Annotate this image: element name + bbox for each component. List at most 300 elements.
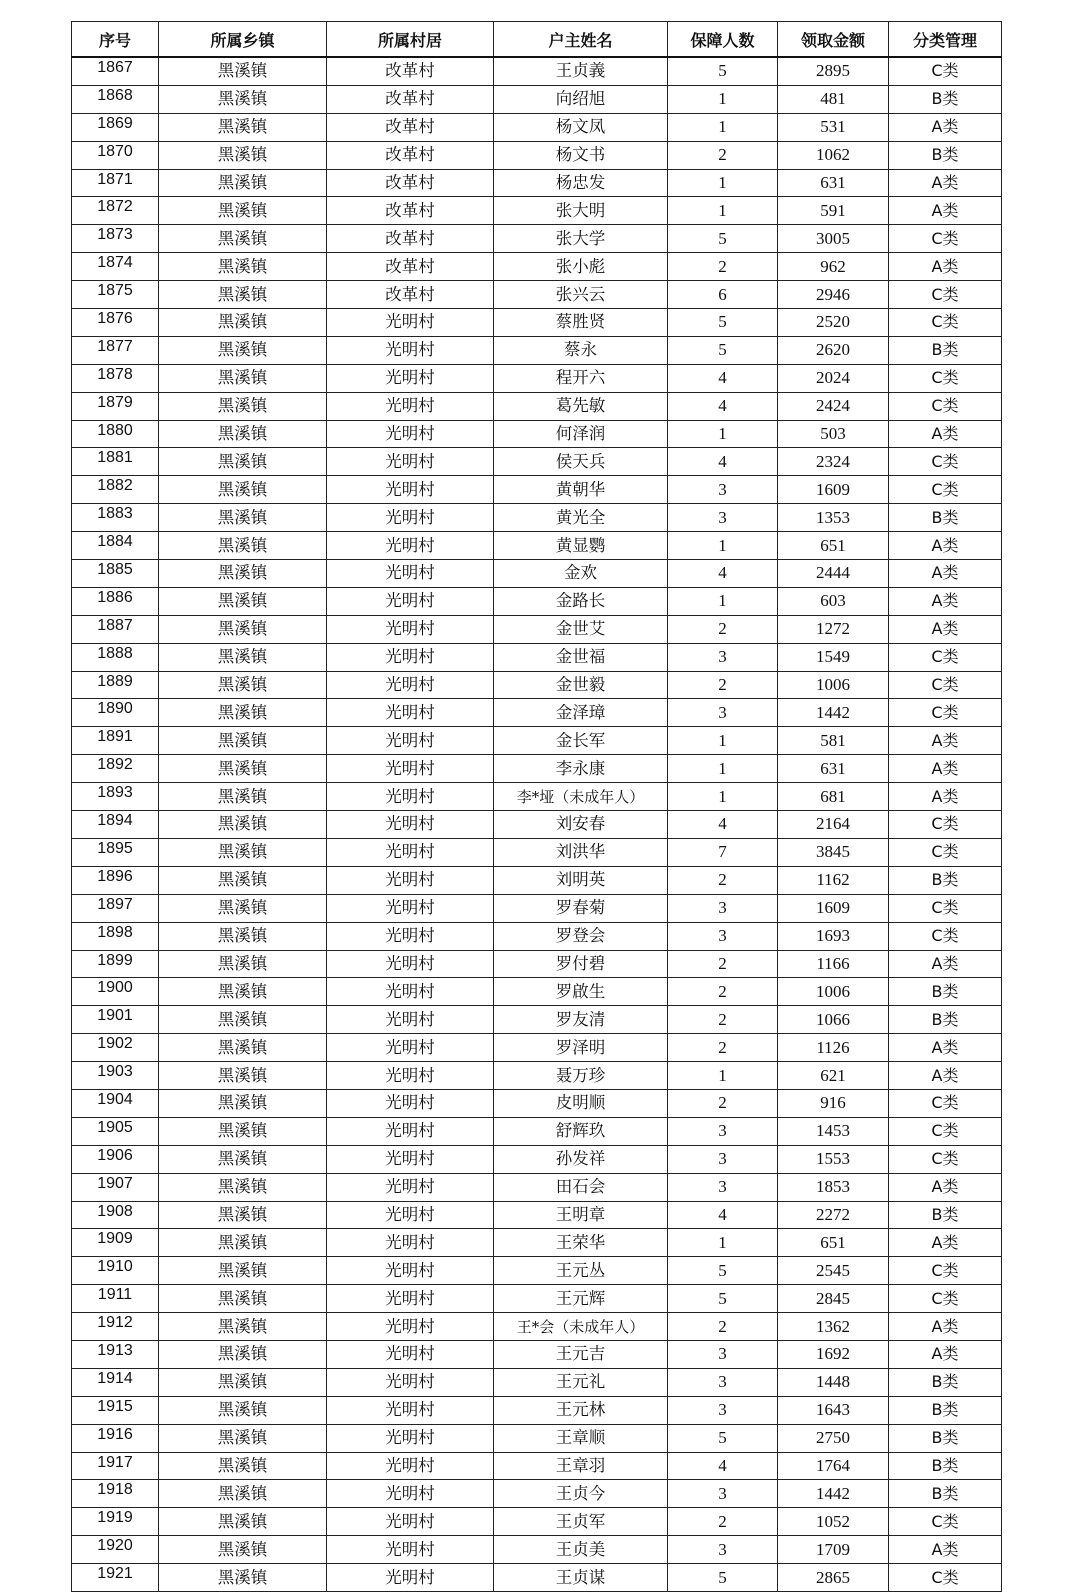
- cell-covered-persons: 1: [668, 1229, 778, 1257]
- table-row: [72, 950, 1002, 978]
- table-row: [72, 476, 1002, 504]
- cell-householder-name: 王贞義: [494, 57, 668, 85]
- cell-amount-received: 1448: [778, 1368, 889, 1396]
- cell-covered-persons: 2: [668, 1034, 778, 1062]
- cell-serial-number: 1906: [72, 1145, 159, 1173]
- table-row: [72, 866, 1002, 894]
- cell-township: 黑溪镇: [159, 1452, 327, 1480]
- cell-serial-number: 1905: [72, 1117, 159, 1145]
- cell-village: 光明村: [327, 1062, 494, 1090]
- cell-village: 光明村: [327, 560, 494, 588]
- table-row: [72, 838, 1002, 866]
- cell-serial-number: 1918: [72, 1480, 159, 1508]
- cell-village: 光明村: [327, 392, 494, 420]
- cell-covered-persons: 3: [668, 894, 778, 922]
- cell-category: C类: [889, 922, 1002, 950]
- cell-township: 黑溪镇: [159, 57, 327, 85]
- cell-category: B类: [889, 1452, 1002, 1480]
- table-row: [72, 783, 1002, 811]
- table-row: [72, 894, 1002, 922]
- cell-serial-number: 1914: [72, 1368, 159, 1396]
- cell-category: C类: [889, 671, 1002, 699]
- cell-village: 光明村: [327, 1564, 494, 1592]
- cell-covered-persons: 4: [668, 364, 778, 392]
- cell-category: A类: [889, 587, 1002, 615]
- table-row: [72, 85, 1002, 113]
- cell-covered-persons: 5: [668, 1564, 778, 1592]
- cell-householder-name: 王荣华: [494, 1229, 668, 1257]
- cell-householder-name: 皮明顺: [494, 1089, 668, 1117]
- cell-covered-persons: 3: [668, 1480, 778, 1508]
- cell-serial-number: 1904: [72, 1089, 159, 1117]
- cell-category: A类: [889, 113, 1002, 141]
- table-row: [72, 281, 1002, 309]
- table-row: [72, 197, 1002, 225]
- cell-township: 黑溪镇: [159, 504, 327, 532]
- cell-amount-received: 591: [778, 197, 889, 225]
- cell-amount-received: 1442: [778, 699, 889, 727]
- cell-covered-persons: 3: [668, 922, 778, 950]
- cell-village: 改革村: [327, 225, 494, 253]
- cell-covered-persons: 2: [668, 141, 778, 169]
- cell-serial-number: 1876: [72, 309, 159, 337]
- cell-category: A类: [889, 1340, 1002, 1368]
- cell-township: 黑溪镇: [159, 1145, 327, 1173]
- cell-village: 改革村: [327, 253, 494, 281]
- cell-serial-number: 1882: [72, 476, 159, 504]
- cell-amount-received: 1162: [778, 866, 889, 894]
- cell-covered-persons: 2: [668, 866, 778, 894]
- cell-covered-persons: 2: [668, 253, 778, 281]
- cell-covered-persons: 1: [668, 169, 778, 197]
- cell-amount-received: 481: [778, 85, 889, 113]
- cell-amount-received: 2324: [778, 448, 889, 476]
- cell-category: C类: [889, 1285, 1002, 1313]
- table-row: [72, 1089, 1002, 1117]
- table-row: [72, 1480, 1002, 1508]
- cell-covered-persons: 4: [668, 1452, 778, 1480]
- cell-serial-number: 1907: [72, 1173, 159, 1201]
- cell-category: B类: [889, 1424, 1002, 1452]
- cell-serial-number: 1869: [72, 113, 159, 141]
- cell-covered-persons: 5: [668, 1285, 778, 1313]
- cell-township: 黑溪镇: [159, 699, 327, 727]
- cell-amount-received: 2620: [778, 336, 889, 364]
- cell-township: 黑溪镇: [159, 1340, 327, 1368]
- cell-category: A类: [889, 755, 1002, 783]
- cell-township: 黑溪镇: [159, 1173, 327, 1201]
- table-row: [72, 1201, 1002, 1229]
- cell-category: A类: [889, 1536, 1002, 1564]
- cell-serial-number: 1887: [72, 615, 159, 643]
- cell-amount-received: 2164: [778, 811, 889, 839]
- cell-category: C类: [889, 448, 1002, 476]
- header-village: 所属村居: [327, 22, 494, 58]
- cell-serial-number: 1898: [72, 922, 159, 950]
- cell-householder-name: 王贞谋: [494, 1564, 668, 1592]
- table-row: [72, 448, 1002, 476]
- cell-village: 光明村: [327, 1089, 494, 1117]
- cell-householder-name: 杨忠发: [494, 169, 668, 197]
- cell-village: 光明村: [327, 1006, 494, 1034]
- cell-village: 光明村: [327, 615, 494, 643]
- cell-category: B类: [889, 1006, 1002, 1034]
- table-row: [72, 392, 1002, 420]
- cell-village: 光明村: [327, 978, 494, 1006]
- cell-township: 黑溪镇: [159, 253, 327, 281]
- cell-covered-persons: 1: [668, 783, 778, 811]
- cell-householder-name: 王元林: [494, 1396, 668, 1424]
- cell-amount-received: 2520: [778, 309, 889, 337]
- cell-category: C类: [889, 281, 1002, 309]
- cell-amount-received: 1052: [778, 1508, 889, 1536]
- cell-serial-number: 1897: [72, 894, 159, 922]
- cell-serial-number: 1908: [72, 1201, 159, 1229]
- cell-village: 光明村: [327, 587, 494, 615]
- cell-category: C类: [889, 838, 1002, 866]
- cell-village: 光明村: [327, 1340, 494, 1368]
- cell-householder-name: 王元辉: [494, 1285, 668, 1313]
- cell-township: 黑溪镇: [159, 671, 327, 699]
- cell-township: 黑溪镇: [159, 1564, 327, 1592]
- cell-village: 光明村: [327, 448, 494, 476]
- cell-amount-received: 581: [778, 727, 889, 755]
- cell-township: 黑溪镇: [159, 755, 327, 783]
- cell-category: B类: [889, 141, 1002, 169]
- header-serial-number: 序号: [72, 22, 159, 58]
- cell-covered-persons: 1: [668, 197, 778, 225]
- cell-category: C类: [889, 57, 1002, 85]
- cell-covered-persons: 3: [668, 643, 778, 671]
- cell-township: 黑溪镇: [159, 894, 327, 922]
- cell-serial-number: 1867: [72, 57, 159, 85]
- cell-householder-name: 金欢: [494, 560, 668, 588]
- cell-serial-number: 1915: [72, 1396, 159, 1424]
- table-row: [72, 1034, 1002, 1062]
- table-row: [72, 978, 1002, 1006]
- cell-amount-received: 1693: [778, 922, 889, 950]
- cell-amount-received: 1553: [778, 1145, 889, 1173]
- cell-amount-received: 2750: [778, 1424, 889, 1452]
- table-row: [72, 643, 1002, 671]
- cell-village: 光明村: [327, 950, 494, 978]
- cell-township: 黑溪镇: [159, 364, 327, 392]
- cell-village: 改革村: [327, 85, 494, 113]
- cell-category: B类: [889, 1396, 1002, 1424]
- cell-amount-received: 962: [778, 253, 889, 281]
- cell-village: 改革村: [327, 197, 494, 225]
- cell-township: 黑溪镇: [159, 1396, 327, 1424]
- cell-householder-name: 刘安春: [494, 811, 668, 839]
- cell-township: 黑溪镇: [159, 225, 327, 253]
- cell-township: 黑溪镇: [159, 922, 327, 950]
- cell-householder-name: 蔡胜贤: [494, 309, 668, 337]
- cell-householder-name: 田石会: [494, 1173, 668, 1201]
- cell-serial-number: 1883: [72, 504, 159, 532]
- cell-village: 光明村: [327, 811, 494, 839]
- cell-covered-persons: 2: [668, 950, 778, 978]
- cell-covered-persons: 4: [668, 1201, 778, 1229]
- cell-covered-persons: 2: [668, 615, 778, 643]
- cell-householder-name: 杨文凤: [494, 113, 668, 141]
- cell-category: A类: [889, 532, 1002, 560]
- cell-covered-persons: 5: [668, 225, 778, 253]
- header-householder-name: 户主姓名: [494, 22, 668, 58]
- cell-covered-persons: 2: [668, 671, 778, 699]
- cell-township: 黑溪镇: [159, 169, 327, 197]
- table-row: [72, 113, 1002, 141]
- cell-category: B类: [889, 336, 1002, 364]
- cell-township: 黑溪镇: [159, 615, 327, 643]
- cell-category: A类: [889, 169, 1002, 197]
- cell-serial-number: 1888: [72, 643, 159, 671]
- table-row: [72, 1424, 1002, 1452]
- cell-village: 光明村: [327, 894, 494, 922]
- cell-serial-number: 1889: [72, 671, 159, 699]
- cell-village: 改革村: [327, 141, 494, 169]
- cell-householder-name: 李*垭（未成年人）: [494, 783, 668, 811]
- cell-covered-persons: 4: [668, 811, 778, 839]
- cell-category: A类: [889, 560, 1002, 588]
- cell-covered-persons: 1: [668, 85, 778, 113]
- cell-amount-received: 1066: [778, 1006, 889, 1034]
- cell-serial-number: 1895: [72, 838, 159, 866]
- cell-category: C类: [889, 699, 1002, 727]
- cell-householder-name: 王章顺: [494, 1424, 668, 1452]
- cell-serial-number: 1877: [72, 336, 159, 364]
- cell-serial-number: 1885: [72, 560, 159, 588]
- table-row: [72, 1396, 1002, 1424]
- header-row: [72, 22, 1002, 58]
- cell-village: 改革村: [327, 113, 494, 141]
- cell-householder-name: 舒辉玖: [494, 1117, 668, 1145]
- cell-township: 黑溪镇: [159, 309, 327, 337]
- table-row: [72, 141, 1002, 169]
- cell-serial-number: 1891: [72, 727, 159, 755]
- cell-amount-received: 1442: [778, 1480, 889, 1508]
- cell-householder-name: 黄光全: [494, 504, 668, 532]
- cell-covered-persons: 3: [668, 1368, 778, 1396]
- cell-township: 黑溪镇: [159, 1536, 327, 1564]
- cell-householder-name: 张大明: [494, 197, 668, 225]
- cell-township: 黑溪镇: [159, 113, 327, 141]
- cell-householder-name: 罗啟生: [494, 978, 668, 1006]
- cell-covered-persons: 4: [668, 448, 778, 476]
- table-row: [72, 504, 1002, 532]
- cell-covered-persons: 3: [668, 1173, 778, 1201]
- cell-category: A类: [889, 1313, 1002, 1341]
- table-row: [72, 615, 1002, 643]
- table-row: [72, 532, 1002, 560]
- cell-amount-received: 1353: [778, 504, 889, 532]
- cell-township: 黑溪镇: [159, 1089, 327, 1117]
- cell-village: 光明村: [327, 1285, 494, 1313]
- table-row: [72, 1508, 1002, 1536]
- cell-township: 黑溪镇: [159, 532, 327, 560]
- cell-covered-persons: 5: [668, 57, 778, 85]
- cell-serial-number: 1880: [72, 420, 159, 448]
- cell-amount-received: 2865: [778, 1564, 889, 1592]
- cell-householder-name: 金路长: [494, 587, 668, 615]
- cell-covered-persons: 3: [668, 504, 778, 532]
- cell-category: A类: [889, 253, 1002, 281]
- cell-householder-name: 金世艾: [494, 615, 668, 643]
- cell-village: 光明村: [327, 671, 494, 699]
- cell-covered-persons: 2: [668, 1089, 778, 1117]
- cell-township: 黑溪镇: [159, 1508, 327, 1536]
- cell-serial-number: 1874: [72, 253, 159, 281]
- cell-serial-number: 1920: [72, 1536, 159, 1564]
- cell-serial-number: 1894: [72, 811, 159, 839]
- table-row: [72, 1536, 1002, 1564]
- cell-village: 光明村: [327, 643, 494, 671]
- cell-township: 黑溪镇: [159, 420, 327, 448]
- cell-village: 光明村: [327, 838, 494, 866]
- cell-village: 光明村: [327, 336, 494, 364]
- cell-serial-number: 1896: [72, 866, 159, 894]
- cell-serial-number: 1871: [72, 169, 159, 197]
- cell-village: 光明村: [327, 1201, 494, 1229]
- cell-village: 光明村: [327, 1173, 494, 1201]
- cell-serial-number: 1881: [72, 448, 159, 476]
- cell-amount-received: 1453: [778, 1117, 889, 1145]
- cell-village: 光明村: [327, 1117, 494, 1145]
- cell-village: 光明村: [327, 1480, 494, 1508]
- cell-category: A类: [889, 950, 1002, 978]
- table-row: [72, 225, 1002, 253]
- cell-serial-number: 1868: [72, 85, 159, 113]
- cell-category: A类: [889, 615, 1002, 643]
- cell-category: B类: [889, 1368, 1002, 1396]
- table-row: [72, 364, 1002, 392]
- cell-township: 黑溪镇: [159, 281, 327, 309]
- cell-amount-received: 1006: [778, 978, 889, 1006]
- cell-serial-number: 1919: [72, 1508, 159, 1536]
- cell-householder-name: 王元丛: [494, 1257, 668, 1285]
- table-row: [72, 1452, 1002, 1480]
- cell-category: C类: [889, 1508, 1002, 1536]
- cell-amount-received: 3845: [778, 838, 889, 866]
- cell-village: 光明村: [327, 783, 494, 811]
- cell-township: 黑溪镇: [159, 727, 327, 755]
- cell-householder-name: 葛先敏: [494, 392, 668, 420]
- table-row: [72, 922, 1002, 950]
- table-body: [72, 57, 1002, 1591]
- cell-serial-number: 1902: [72, 1034, 159, 1062]
- cell-village: 光明村: [327, 309, 494, 337]
- cell-amount-received: 631: [778, 755, 889, 783]
- cell-covered-persons: 1: [668, 587, 778, 615]
- table-row: [72, 57, 1002, 85]
- cell-serial-number: 1879: [72, 392, 159, 420]
- table-row: [72, 1145, 1002, 1173]
- cell-amount-received: 2272: [778, 1201, 889, 1229]
- cell-township: 黑溪镇: [159, 1229, 327, 1257]
- cell-amount-received: 2895: [778, 57, 889, 85]
- cell-category: A类: [889, 420, 1002, 448]
- document-page: [71, 21, 1002, 1592]
- cell-amount-received: 2845: [778, 1285, 889, 1313]
- cell-householder-name: 王章羽: [494, 1452, 668, 1480]
- cell-householder-name: 杨文书: [494, 141, 668, 169]
- table-row: [72, 1117, 1002, 1145]
- cell-village: 光明村: [327, 420, 494, 448]
- cell-amount-received: 681: [778, 783, 889, 811]
- cell-covered-persons: 3: [668, 1145, 778, 1173]
- cell-township: 黑溪镇: [159, 448, 327, 476]
- cell-householder-name: 张大学: [494, 225, 668, 253]
- cell-township: 黑溪镇: [159, 392, 327, 420]
- cell-category: C类: [889, 811, 1002, 839]
- cell-village: 光明村: [327, 532, 494, 560]
- cell-covered-persons: 2: [668, 1313, 778, 1341]
- cell-amount-received: 1166: [778, 950, 889, 978]
- cell-township: 黑溪镇: [159, 1285, 327, 1313]
- cell-village: 光明村: [327, 1452, 494, 1480]
- cell-covered-persons: 1: [668, 113, 778, 141]
- cell-covered-persons: 3: [668, 1396, 778, 1424]
- cell-township: 黑溪镇: [159, 1368, 327, 1396]
- cell-township: 黑溪镇: [159, 783, 327, 811]
- cell-serial-number: 1912: [72, 1313, 159, 1341]
- cell-township: 黑溪镇: [159, 978, 327, 1006]
- table-row: [72, 560, 1002, 588]
- cell-category: A类: [889, 727, 1002, 755]
- cell-serial-number: 1913: [72, 1340, 159, 1368]
- table-row: [72, 671, 1002, 699]
- cell-village: 光明村: [327, 1536, 494, 1564]
- cell-householder-name: 刘明英: [494, 866, 668, 894]
- cell-village: 光明村: [327, 1229, 494, 1257]
- cell-serial-number: 1903: [72, 1062, 159, 1090]
- cell-covered-persons: 1: [668, 727, 778, 755]
- cell-amount-received: 1609: [778, 476, 889, 504]
- cell-category: C类: [889, 1089, 1002, 1117]
- cell-category: C类: [889, 309, 1002, 337]
- cell-amount-received: 621: [778, 1062, 889, 1090]
- cell-covered-persons: 4: [668, 392, 778, 420]
- cell-householder-name: 王元礼: [494, 1368, 668, 1396]
- table-row: [72, 1564, 1002, 1592]
- cell-category: C类: [889, 643, 1002, 671]
- cell-householder-name: 聂万珍: [494, 1062, 668, 1090]
- cell-village: 改革村: [327, 57, 494, 85]
- cell-township: 黑溪镇: [159, 587, 327, 615]
- cell-amount-received: 1853: [778, 1173, 889, 1201]
- cell-township: 黑溪镇: [159, 1201, 327, 1229]
- cell-village: 光明村: [327, 1257, 494, 1285]
- cell-serial-number: 1911: [72, 1285, 159, 1313]
- table-row: [72, 587, 1002, 615]
- table-row: [72, 169, 1002, 197]
- cell-householder-name: 黄显鹦: [494, 532, 668, 560]
- cell-township: 黑溪镇: [159, 838, 327, 866]
- cell-covered-persons: 3: [668, 1340, 778, 1368]
- cell-amount-received: 2424: [778, 392, 889, 420]
- cell-township: 黑溪镇: [159, 1257, 327, 1285]
- cell-serial-number: 1901: [72, 1006, 159, 1034]
- cell-serial-number: 1893: [72, 783, 159, 811]
- cell-serial-number: 1886: [72, 587, 159, 615]
- table-row: [72, 1285, 1002, 1313]
- cell-amount-received: 531: [778, 113, 889, 141]
- cell-covered-persons: 4: [668, 560, 778, 588]
- cell-amount-received: 1062: [778, 141, 889, 169]
- cell-covered-persons: 6: [668, 281, 778, 309]
- cell-householder-name: 刘洪华: [494, 838, 668, 866]
- table-row: [72, 755, 1002, 783]
- cell-covered-persons: 2: [668, 1508, 778, 1536]
